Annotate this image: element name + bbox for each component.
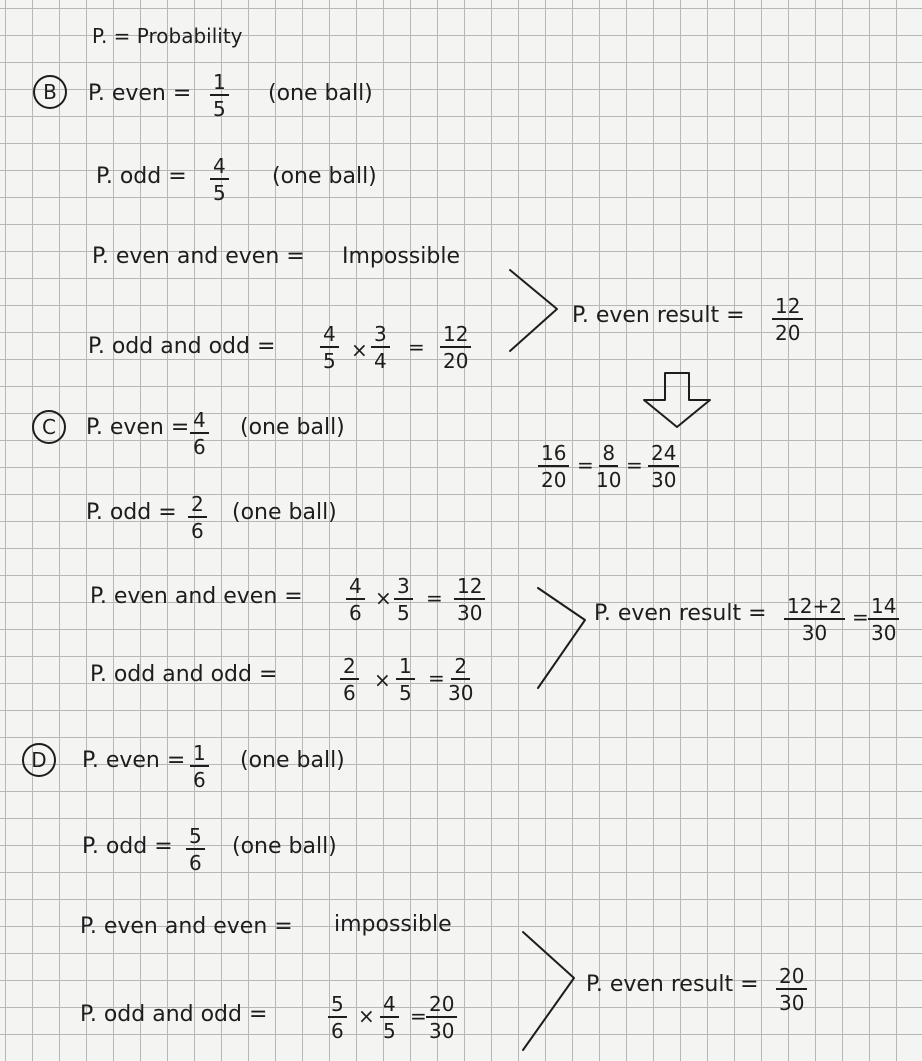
d-oo-res-den: 30 [429,1019,455,1043]
c-ee-f2 [394,576,413,624]
b-conv2-den: 10 [596,468,622,492]
c-ee-f1 [346,576,365,624]
section-d-marker: D [22,743,56,777]
b-odd-odd-f2-den: 4 [374,349,387,373]
b-conv2-num: 8 [599,443,618,467]
b-result-fraction [772,296,803,344]
b-even-note: (one ball) [268,81,373,106]
d-oo-f1 [328,994,347,1042]
c-result-num: 14 [868,596,899,620]
b-conv1-num: 16 [538,443,569,467]
c-oo-equals: = [428,666,445,690]
b-odd-num: 4 [210,156,229,180]
b-conv-equals-1: = [577,453,594,477]
c-oo-res-den: 30 [448,681,474,705]
c-ee-f1-den: 6 [349,601,362,625]
b-even-num: 1 [210,72,229,96]
c-ee-f1-num: 4 [346,576,365,600]
b-even-even-value: Impossible [342,244,460,269]
c-result-sum-den: 30 [801,621,828,645]
b-even-even-label: P. even and even = [92,244,305,269]
d-oo-equals: = [410,1004,427,1028]
d-even-den: 6 [193,768,206,792]
b-conv3-den: 30 [651,468,677,492]
b-even-den: 5 [213,97,226,121]
d-odd-fraction [186,826,205,874]
b-odd-odd-label: P. odd and odd = [88,334,276,359]
b-conv-fraction-2 [596,443,621,491]
b-even-fraction [210,72,229,120]
section-b-marker: B [33,75,67,109]
c-ee-res-den: 30 [457,601,483,625]
b-odd-odd-f1 [320,324,339,372]
c-result-den: 30 [871,621,897,645]
d-odd-odd-label: P. odd and odd = [80,1002,268,1027]
d-brace-icon [518,928,580,1056]
d-oo-f2-num: 4 [380,994,399,1018]
c-oo-f1 [340,656,359,704]
d-oo-res-num: 20 [426,994,457,1018]
d-even-label: P. even = [82,748,186,773]
b-odd-odd-f1-num: 4 [320,324,339,348]
d-odd-label: P. odd = [82,834,173,859]
c-oo-f1-num: 2 [340,656,359,680]
c-brace-icon [533,584,593,692]
b-odd-odd-res-den: 20 [443,349,469,373]
c-ee-equals: = [426,586,443,610]
c-odd-label: P. odd = [86,500,177,525]
c-result-sum-num: 12+2 [784,596,845,620]
b-odd-odd-f2-num: 3 [371,324,390,348]
b-times-sign: × [351,338,368,362]
b-conv3-num: 24 [648,443,679,467]
section-c-marker: C [32,410,66,444]
d-even-note: (one ball) [240,748,345,773]
c-result-sum [784,596,845,644]
d-even-even-value: impossible [334,912,452,937]
c-ee-result [454,576,485,624]
c-oo-res-num: 2 [451,656,470,680]
c-oo-f2-den: 5 [399,681,412,705]
d-oo-f2 [380,994,399,1042]
d-oo-f1-den: 6 [331,1019,344,1043]
c-oo-f1-den: 6 [343,681,356,705]
c-ee-times: × [375,586,392,610]
c-even-note: (one ball) [240,415,345,440]
c-oo-f2 [396,656,415,704]
b-odd-odd-f1-den: 5 [323,349,336,373]
c-oo-result [448,656,473,704]
c-odd-odd-label: P. odd and odd = [90,662,278,687]
c-oo-f2-num: 1 [396,656,415,680]
b-odd-den: 5 [213,181,226,205]
b-conv-equals-2: = [626,453,643,477]
d-result-label: P. even result = [586,972,759,997]
c-ee-res-num: 12 [454,576,485,600]
c-ee-f2-den: 5 [397,601,410,625]
d-oo-result [426,994,457,1042]
c-odd-note: (one ball) [232,500,337,525]
b-equals-sign: = [408,335,425,359]
b-odd-odd-f2 [371,324,390,372]
d-result-den: 30 [779,991,805,1015]
d-oo-f2-den: 5 [383,1019,396,1043]
c-even-even-label: P. even and even = [90,584,303,609]
c-ee-f2-num: 3 [394,576,413,600]
b-conv1-den: 20 [541,468,567,492]
c-even-num: 4 [190,410,209,434]
b-odd-fraction [210,156,229,204]
b-odd-odd-res-num: 12 [440,324,471,348]
c-result-fraction [868,596,899,644]
c-result-label: P. even result = [594,601,767,626]
d-even-fraction [190,743,209,791]
c-even-den: 6 [193,435,206,459]
b-odd-odd-result [440,324,471,372]
b-conv-fraction-3 [648,443,679,491]
b-odd-note: (one ball) [272,164,377,189]
b-odd-label: P. odd = [96,164,187,189]
b-result-den: 20 [775,321,801,345]
d-even-even-label: P. even and even = [80,914,293,939]
b-conv-fraction-1 [538,443,569,491]
d-oo-f1-num: 5 [328,994,347,1018]
c-even-label: P. even = [86,415,190,440]
b-result-label: P. even result = [572,303,745,328]
c-result-equals: = [852,605,869,629]
b-even-label: P. even = [88,81,192,106]
c-oo-times: × [374,668,391,692]
d-odd-den: 6 [189,851,202,875]
down-arrow-icon [640,370,714,430]
c-odd-num: 2 [188,494,207,518]
legend-text: P. = Probability [92,24,243,48]
c-odd-den: 6 [191,519,204,543]
d-result-fraction [776,966,807,1014]
d-result-num: 20 [776,966,807,990]
b-brace-icon [505,265,565,355]
c-odd-fraction [188,494,207,542]
b-result-num: 12 [772,296,803,320]
d-oo-times: × [358,1004,375,1028]
c-even-fraction [190,410,209,458]
d-odd-num: 5 [186,826,205,850]
d-even-num: 1 [190,743,209,767]
d-odd-note: (one ball) [232,834,337,859]
